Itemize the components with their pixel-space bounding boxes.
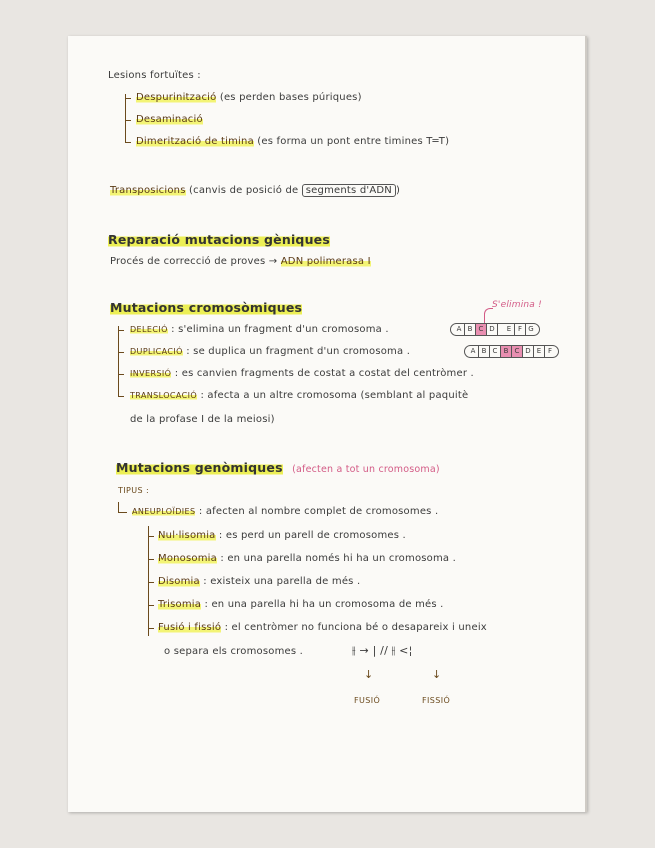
fusio-fissio-cont: o separa els cromosomes . [164,646,304,657]
reparacio-heading: Reparació mutacions gèniques [108,232,331,247]
cromosomiques-heading: Mutacions cromosòmiques [110,300,303,315]
transposicions-line: Transposicions (canvis de posició de segments d'ADN ) [110,185,401,196]
genomiques-heading-line: Mutacions genòmiques (afecten a tot un cromosoma) [116,460,440,475]
selimina-annotation: S'elimina ! [492,300,542,310]
tipus-label: TIPUS : [118,486,150,495]
duplication-diagram: A B C B C D E F [464,345,559,358]
lesion-item-2: Desaminació [136,114,203,125]
aneuploidies-item: ANEUPLOÏDIES : afecten al nombre complet de cromosomes . [132,506,439,517]
trisomia-item: Trisomia : en una parella hi ha un cromosoma de més . [158,599,444,610]
notebook-page [68,36,587,812]
delecio-item: DELECIÓ : s'elimina un fragment d'un cromosoma . [130,324,389,335]
reparacio-text: Procés de correcció de proves → ADN polimerasa I [110,256,371,267]
boxed-segment: segments d'ADN [302,184,396,197]
monosomia-item: Monosomia : en una parella només hi ha un cromosoma . [158,553,457,564]
translocacio-item: TRANSLOCACIÓ : afecta a un altre cromosoma (semblant al paquitè [130,390,469,401]
lesion-item-1: Despurinització (es perden bases púriques) [136,92,362,103]
annotation-arrow [484,308,493,323]
deletion-diagram: A B C D E F G [450,323,540,336]
fusio-fissio-item: Fusió i fissió : el centròmer no funciona bé o desapareix i uneix [158,622,487,633]
lesions-bracket [125,94,132,142]
duplicacio-item: DUPLICACIÓ : se duplica un fragment d'un cromosoma . [130,346,411,357]
cromosomiques-bracket [118,326,125,396]
fissio-label: FISSIÓ [422,696,451,705]
lesion-item-3: Dimerització de timina (es forma un pont entre timines T═T) [136,136,450,147]
nullisomia-item: Nul·lisomia : es perd un parell de cromosomes . [158,530,406,541]
fusio-label: FUSIÓ [354,696,381,705]
fusion-fission-symbols: ⫲ → | // ⫲ <¦ [352,644,413,657]
fusio-arrow-icon: ↓ [364,668,374,681]
fissio-arrow-icon: ↓ [432,668,442,681]
aneuploidies-bracket [148,526,155,636]
translocacio-cont: de la profase I de la meiosi) [130,414,275,425]
lesions-title: Lesions fortuïtes : [108,70,201,81]
inversio-item: INVERSIÓ : es canvien fragments de costat a costat del centròmer . [130,368,474,379]
disomia-item: Disomia : existeix una parella de més . [158,576,361,587]
